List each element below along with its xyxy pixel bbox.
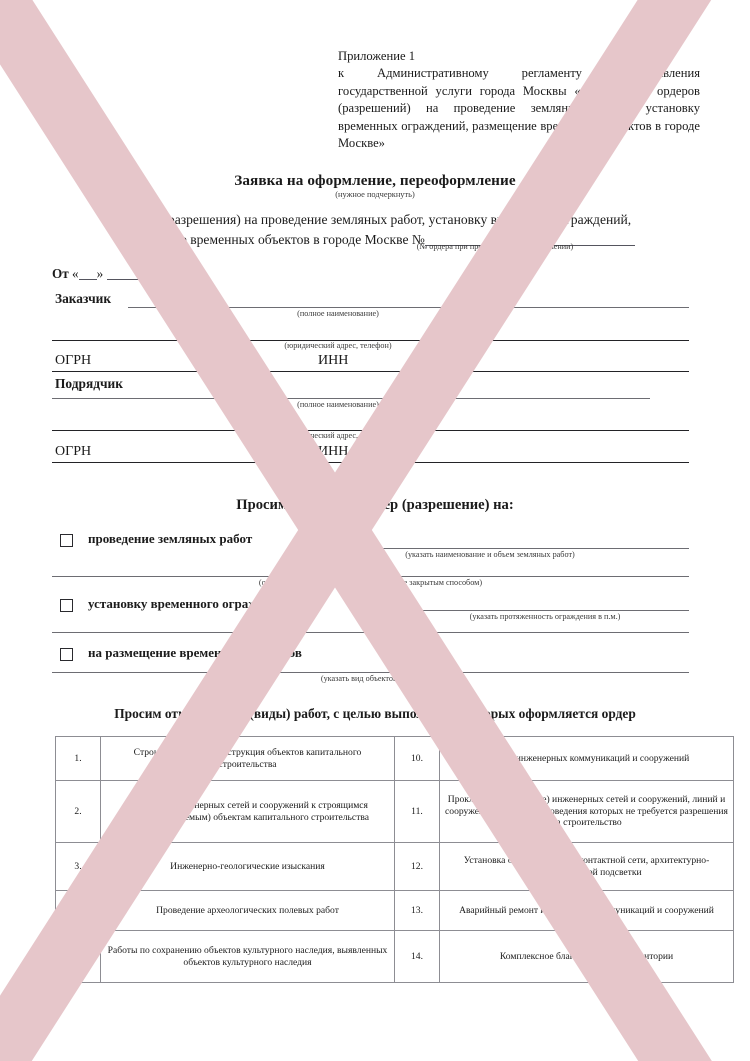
work-text-10: Ремонт инженерных коммуникаций и сооружений — [440, 737, 734, 781]
work-text-3: Инженерно-геологические изыскания — [101, 843, 395, 891]
date-prefix: От — [52, 266, 69, 281]
month-input[interactable] — [107, 279, 173, 280]
work-num-2: 2. — [56, 781, 101, 843]
customer-label-wrap — [55, 290, 111, 308]
work-num-4: 4. — [56, 891, 101, 931]
table-row — [56, 737, 734, 781]
date-quote-open: « — [72, 266, 79, 281]
year-suffix: г. — [198, 266, 207, 281]
work-text-2: Прокладка инженерных сетей и сооружений к строящимся (реконструируемым) объектам капитального строительства — [101, 781, 395, 843]
customer-inn-label: ИНН — [318, 353, 349, 368]
work-num-3: 3. — [56, 843, 101, 891]
works-table — [55, 736, 734, 983]
earthworks-note: (указать наименование и объем земляных работ) — [405, 550, 575, 559]
fence-detail-input[interactable] — [358, 610, 689, 611]
work-num-12: 12. — [395, 843, 440, 891]
objects-detail-input[interactable] — [52, 672, 689, 673]
work-num-10: 10. — [395, 737, 440, 781]
day-input[interactable] — [79, 279, 97, 280]
customer-label: Заказчик — [55, 291, 112, 306]
contractor-ogrn-wrap — [55, 442, 91, 460]
contractor-label-wrap — [55, 375, 123, 393]
fence-extra-input[interactable] — [52, 632, 689, 633]
checkbox-objects[interactable] — [60, 648, 73, 661]
contractor-ogrn-inn-input[interactable] — [52, 462, 689, 463]
appendix-header — [338, 48, 700, 152]
work-num-14: 14. — [395, 931, 440, 983]
appendix-regulation-text: к Административному регламенту предоставления государственной услуги города Москвы «Оформление ордеров (разрешений) на проведение земляных работ, установку временных ограждений, размещение временных объектов в городе Москве» — [338, 66, 700, 151]
year-prefix: 201 — [175, 266, 196, 281]
work-text-5: Работы по сохранению объектов культурного наследия, выявленных объектов культурного наследия — [101, 931, 395, 983]
customer-name-input[interactable] — [128, 307, 689, 308]
contractor-inn-wrap — [318, 442, 348, 460]
date-quote-close: » — [96, 266, 104, 281]
subtitle-note: (№ ордера при продлении, переоформлении) — [416, 242, 574, 251]
work-num-11: 11. — [395, 781, 440, 843]
earthworks-closed-method-input[interactable] — [52, 576, 689, 577]
fence-note: (указать протяженность ограждения в п.м.) — [469, 612, 621, 621]
work-num-1: 1. — [56, 737, 101, 781]
contractor-name-note: (полное наименование) — [297, 400, 379, 409]
contractor-ogrn-label: ОГРН — [55, 444, 92, 459]
page-title-note: (нужное подчеркнуть) — [335, 190, 415, 199]
checkbox-fence-label: установку временного ограждения — [88, 596, 293, 611]
work-text-1: Строительство и реконструкция объектов капитального строительства — [101, 737, 395, 781]
date-row — [52, 266, 206, 282]
table-row — [56, 843, 734, 891]
work-num-5: 5. — [56, 931, 101, 983]
checkbox-earthworks-label: проведение земляных работ — [88, 531, 253, 546]
objects-note: (указать вид объектов и объем) — [320, 674, 430, 683]
customer-name-note: (полное наименование) — [297, 309, 379, 318]
contractor-inn-label: ИНН — [318, 444, 349, 459]
contractor-label: Подрядчик — [55, 376, 123, 391]
work-num-13: 13. — [395, 891, 440, 931]
table-row — [56, 931, 734, 983]
contractor-address-note: (юридический адрес, телефон) — [284, 431, 392, 440]
work-text-4: Проведение археологических полевых работ — [101, 891, 395, 931]
work-text-11: Прокладка (размещение) инженерных сетей и сооружений, линий и сооружений связи, для проведения которых не требуется разрешения на строительство — [440, 781, 734, 843]
subtitle-line-2: размещение временных объектов в городе Москве № — [117, 232, 425, 247]
earthworks-detail-input[interactable] — [288, 548, 689, 549]
appendix-number: Приложение 1 — [338, 49, 416, 63]
table-row — [56, 781, 734, 843]
earthworks-closed-method-note: (отдельно выделить работы, выполняемые закрытым способом) — [258, 578, 483, 587]
checkbox-earthworks[interactable] — [60, 534, 73, 547]
checkbox-objects-label: на размещение временных объектов — [88, 645, 302, 660]
table-row — [56, 891, 734, 931]
work-text-13: Аварийный ремонт инженерных коммуникаций и сооружений — [440, 891, 734, 931]
customer-ogrn-wrap — [55, 351, 91, 369]
checkbox-fence[interactable] — [60, 599, 73, 612]
page-title: Заявка на оформление, переоформление — [234, 172, 516, 189]
request-section-title: Просим оформить ордер (разрешение) на: — [236, 497, 514, 513]
customer-ogrn-inn-input[interactable] — [52, 371, 689, 372]
customer-address-note: (юридический адрес, телефон) — [284, 341, 392, 350]
works-table-title: Просим отметить вид (виды) работ, с целью выполнения которых оформляется ордер — [114, 706, 636, 721]
customer-inn-wrap — [318, 351, 348, 369]
subtitle-line-1: ордера (разрешения) на проведение земляных работ, установку временных ограждений, — [120, 212, 632, 227]
work-text-12: Установка опор освещения, контактной сети, архитектурно-художественной подсветки — [440, 843, 734, 891]
customer-ogrn-label: ОГРН — [55, 353, 92, 368]
work-text-14: Комплексное благоустройство территории — [440, 931, 734, 983]
contractor-name-input[interactable] — [52, 398, 650, 399]
